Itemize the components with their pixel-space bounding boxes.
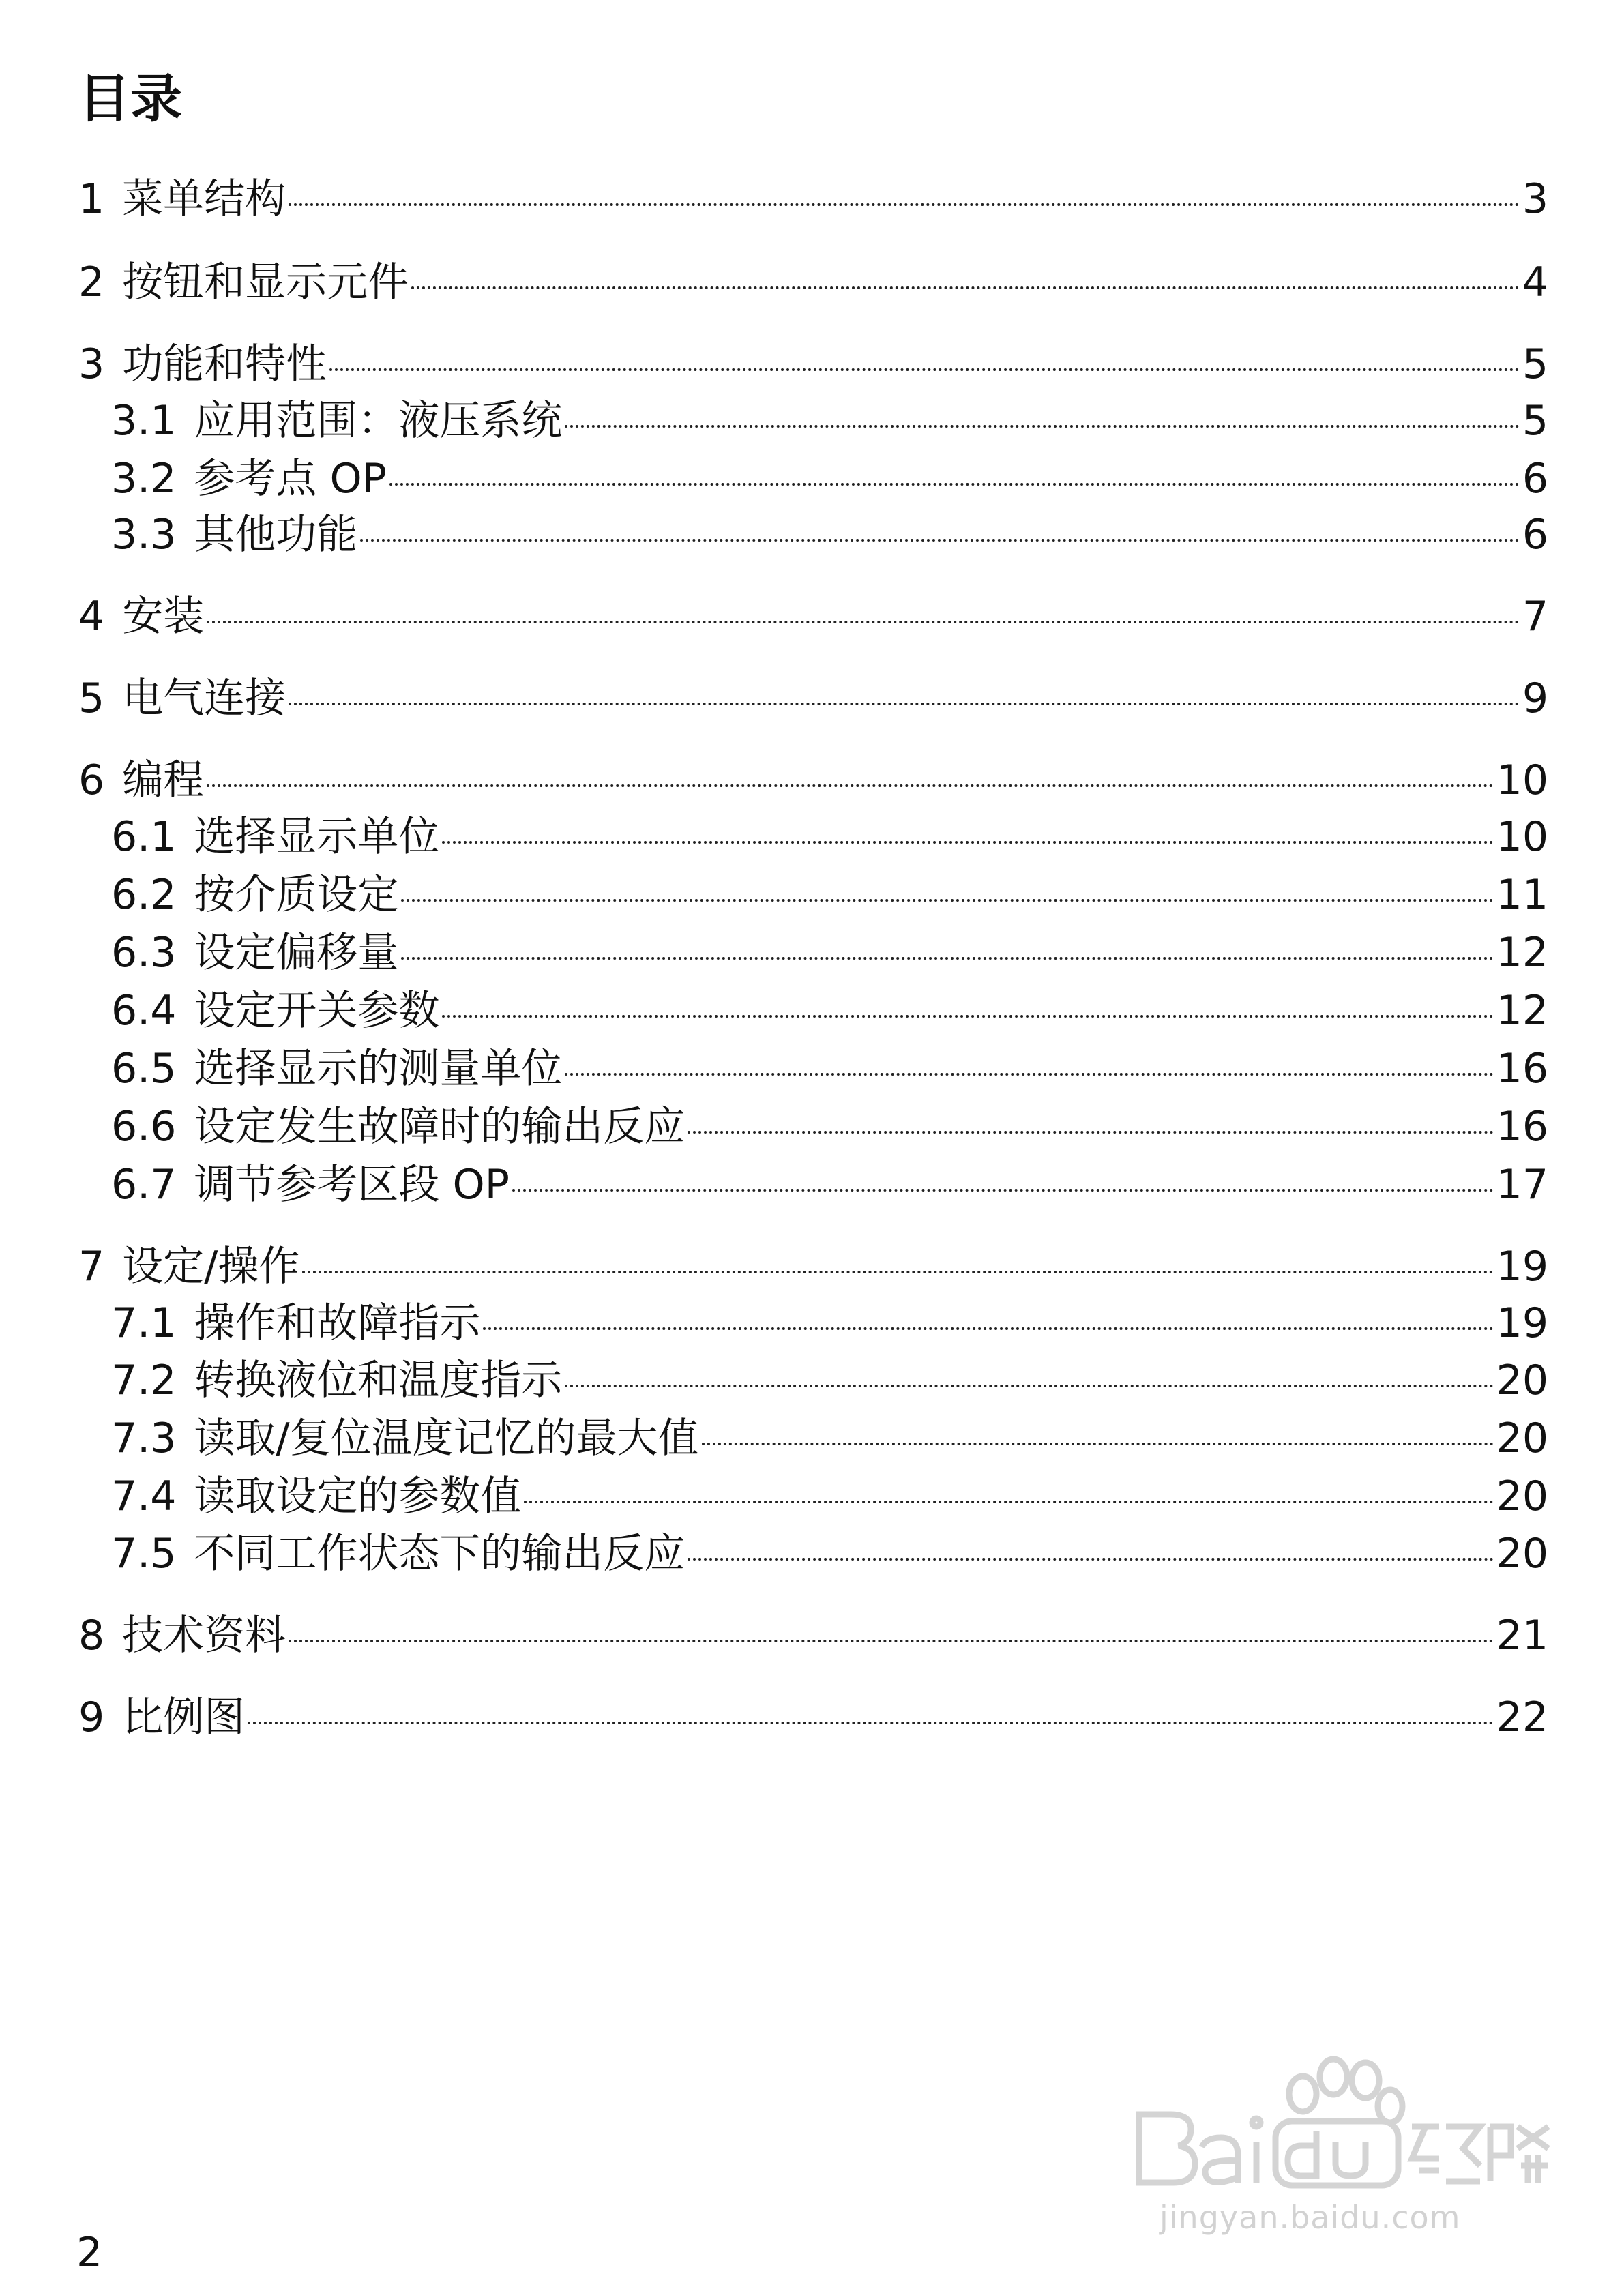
toc-entry-label: 设定/操作 bbox=[122, 1243, 300, 1290]
toc-entry[interactable] bbox=[78, 1607, 1548, 1664]
toc-entry-number: 6.6 bbox=[111, 1103, 177, 1151]
toc-entry-label: 读取/复位温度记忆的最大值 bbox=[194, 1415, 699, 1462]
page-title: 目录 bbox=[78, 68, 182, 129]
toc-entry[interactable] bbox=[78, 1689, 1548, 1746]
toc-entry-number: 7.5 bbox=[111, 1530, 177, 1578]
toc-subentry[interactable] bbox=[111, 1040, 1548, 1097]
toc-entry-number: 9 bbox=[78, 1694, 105, 1741]
toc-entry-label: 读取设定的参数值 bbox=[194, 1473, 522, 1520]
toc-entry-label: 电气连接 bbox=[122, 675, 286, 722]
toc-entry-label: 转换液位和温度指示 bbox=[194, 1357, 563, 1404]
toc-entry-label: 按介质设定 bbox=[194, 871, 399, 919]
toc-entry-page: 6 bbox=[1522, 511, 1548, 559]
toc-subentry[interactable] bbox=[111, 1468, 1548, 1525]
dot-leader bbox=[688, 1558, 1493, 1561]
toc-entry-number: 7.3 bbox=[111, 1415, 177, 1462]
dot-leader bbox=[207, 621, 1520, 623]
toc-entry-label: 设定发生故障时的输出反应 bbox=[194, 1103, 685, 1151]
toc-entry-page: 4 bbox=[1522, 259, 1548, 306]
toc-entry-number: 7.2 bbox=[111, 1357, 177, 1404]
toc-subentry[interactable] bbox=[111, 866, 1548, 924]
toc-entry-label: 按钮和显示元件 bbox=[122, 259, 409, 306]
toc-entry[interactable] bbox=[78, 752, 1548, 809]
dot-leader bbox=[702, 1443, 1494, 1445]
toc-entry-page: 22 bbox=[1496, 1694, 1548, 1741]
dot-leader bbox=[565, 1385, 1493, 1387]
dot-leader bbox=[360, 539, 1519, 542]
dot-leader bbox=[565, 1073, 1493, 1076]
toc-entry-page: 12 bbox=[1496, 929, 1548, 977]
toc-subentry[interactable] bbox=[111, 1156, 1548, 1213]
toc-entry-label: 安装 bbox=[122, 593, 205, 640]
toc-entry-page: 5 bbox=[1522, 397, 1548, 445]
toc-entry-label: 参考点 OP bbox=[194, 455, 387, 503]
toc-entry-label: 技术资料 bbox=[122, 1612, 286, 1659]
toc-entry-label: 设定偏移量 bbox=[194, 929, 399, 977]
toc-subentry[interactable] bbox=[111, 1295, 1548, 1352]
toc-entry-page: 9 bbox=[1522, 675, 1548, 722]
toc-entry-number: 6.5 bbox=[111, 1045, 177, 1093]
dot-leader bbox=[442, 1015, 1493, 1018]
toc-entry-page: 16 bbox=[1496, 1103, 1548, 1151]
toc-entry-page: 19 bbox=[1496, 1243, 1548, 1290]
toc-entry-label: 设定开关参数 bbox=[194, 987, 440, 1035]
toc-entry-number: 6 bbox=[78, 756, 105, 804]
toc-entry-number: 6.1 bbox=[111, 813, 177, 861]
dot-leader bbox=[389, 483, 1520, 486]
toc-entry-page: 21 bbox=[1496, 1612, 1548, 1659]
toc-entry-number: 6.3 bbox=[111, 929, 177, 977]
toc-entry-page: 16 bbox=[1496, 1045, 1548, 1093]
toc-entry-number: 3 bbox=[78, 340, 105, 388]
dot-leader bbox=[248, 1722, 1493, 1724]
dot-leader bbox=[289, 203, 1520, 206]
toc-entry-number: 6.7 bbox=[111, 1161, 177, 1209]
baidu-paw-icon bbox=[1119, 2046, 1555, 2196]
toc-subentry[interactable] bbox=[111, 1410, 1548, 1467]
toc-entry-number: 6.2 bbox=[111, 871, 177, 919]
toc-entry-number: 5 bbox=[78, 675, 105, 722]
dot-leader bbox=[329, 368, 1520, 371]
toc-entry-number: 7.1 bbox=[111, 1299, 177, 1347]
toc-entry[interactable] bbox=[78, 171, 1548, 228]
toc-entry-label: 操作和故障指示 bbox=[194, 1299, 481, 1347]
toc-entry-label: 调节参考区段 OP bbox=[194, 1161, 510, 1209]
toc-entry-number: 1 bbox=[78, 175, 105, 223]
dot-leader bbox=[401, 957, 1493, 960]
toc-subentry[interactable] bbox=[111, 808, 1548, 866]
toc-entry-label: 比例图 bbox=[122, 1694, 246, 1741]
dot-leader bbox=[483, 1327, 1493, 1330]
toc-entry[interactable] bbox=[78, 588, 1548, 645]
dot-leader bbox=[289, 1640, 1493, 1642]
toc-entry-number: 8 bbox=[78, 1612, 105, 1659]
toc-entry-number: 3.1 bbox=[111, 397, 177, 445]
toc-entry-number: 4 bbox=[78, 593, 105, 640]
dot-leader bbox=[688, 1131, 1493, 1134]
toc-entry-label: 功能和特性 bbox=[122, 340, 327, 388]
dot-leader bbox=[512, 1189, 1494, 1192]
toc-entry-number: 3.2 bbox=[111, 455, 177, 503]
toc-subentry[interactable] bbox=[111, 1525, 1548, 1582]
toc-entry-page: 20 bbox=[1496, 1530, 1548, 1578]
toc-entry-page: 20 bbox=[1496, 1415, 1548, 1462]
toc-entry-page: 12 bbox=[1496, 987, 1548, 1035]
toc-entry-number: 2 bbox=[78, 259, 105, 306]
toc-entry-number: 7 bbox=[78, 1243, 105, 1290]
toc-entry-page: 17 bbox=[1496, 1161, 1548, 1209]
toc-subentry[interactable] bbox=[111, 982, 1548, 1039]
toc-entry-page: 11 bbox=[1496, 871, 1548, 919]
toc-entry-number: 3.3 bbox=[111, 511, 177, 559]
toc-entry-page: 10 bbox=[1496, 813, 1548, 861]
toc-entry-label: 编程 bbox=[122, 756, 205, 804]
toc-entry-number: 6.4 bbox=[111, 987, 177, 1035]
toc-entry[interactable] bbox=[78, 1238, 1548, 1295]
toc-entry[interactable] bbox=[78, 254, 1548, 311]
toc-entry-number: 7.4 bbox=[111, 1473, 177, 1520]
toc-entry-label: 选择显示单位 bbox=[194, 813, 440, 861]
toc-entry-label: 选择显示的测量单位 bbox=[194, 1045, 563, 1093]
toc-subentry[interactable] bbox=[111, 1352, 1548, 1409]
dot-leader bbox=[401, 899, 1493, 902]
toc-entry-page: 20 bbox=[1496, 1357, 1548, 1404]
page-number: 2 bbox=[76, 2229, 103, 2277]
toc-entry-page: 19 bbox=[1496, 1299, 1548, 1347]
dot-leader bbox=[565, 425, 1519, 428]
toc-entry[interactable] bbox=[78, 336, 1548, 393]
toc-subentry[interactable] bbox=[111, 392, 1548, 449]
toc-entry-label: 菜单结构 bbox=[122, 175, 286, 223]
toc-subentry[interactable] bbox=[111, 450, 1548, 507]
toc-entry-page: 20 bbox=[1496, 1473, 1548, 1520]
toc-entry-page: 7 bbox=[1522, 593, 1548, 640]
toc-subentry[interactable] bbox=[111, 506, 1548, 563]
toc-entry-page: 5 bbox=[1522, 340, 1548, 388]
toc-entry-page: 3 bbox=[1522, 175, 1548, 223]
toc-subentry[interactable] bbox=[111, 1098, 1548, 1155]
toc-entry-label: 其他功能 bbox=[194, 511, 358, 559]
toc-entry[interactable] bbox=[78, 670, 1548, 727]
dot-leader bbox=[524, 1501, 1493, 1503]
watermark-url: jingyan.baidu.com bbox=[1160, 2199, 1461, 2236]
toc-entry-label: 不同工作状态下的输出反应 bbox=[194, 1530, 685, 1578]
dot-leader bbox=[302, 1271, 1493, 1273]
toc-entry-page: 10 bbox=[1496, 756, 1548, 804]
toc-subentry[interactable] bbox=[111, 924, 1548, 981]
watermark-logo bbox=[1119, 2046, 1555, 2244]
toc-entry-label: 应用范围：液压系统 bbox=[194, 397, 563, 445]
dot-leader bbox=[411, 286, 1520, 289]
dot-leader bbox=[442, 841, 1493, 844]
toc-entry-page: 6 bbox=[1522, 455, 1548, 503]
dot-leader bbox=[289, 703, 1520, 705]
dot-leader bbox=[207, 784, 1493, 787]
